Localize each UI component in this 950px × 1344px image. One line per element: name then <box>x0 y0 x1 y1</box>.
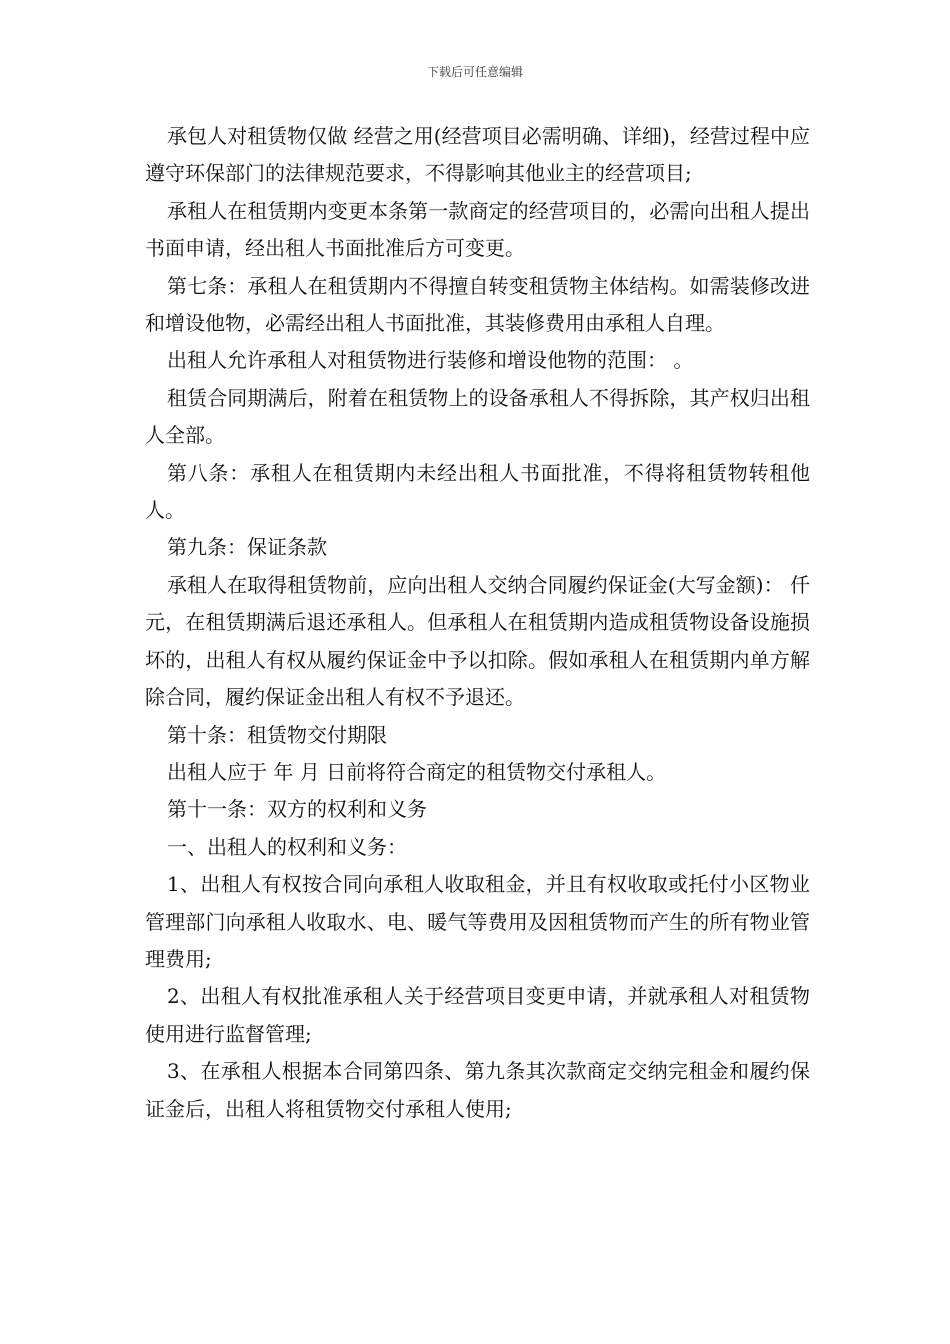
paragraph-lessor-right-2: 2、出租人有权批准承租人关于经营项目变更申请，并就承租人对租赁物使用进行监督管理; <box>145 984 810 1046</box>
paragraph-expiry-fixtures: 租赁合同期满后，附着在租赁物上的设备承租人不得拆除，其产权归出租人全部。 <box>145 385 810 448</box>
paragraph-change-business: 承租人在租赁期内变更本条第一款商定的经营项目的，必需向出租人提出书面申请，经出租人书面批准后方可变更。 <box>145 198 810 261</box>
paragraph-deposit: 承租人在取得租赁物前，应向出租人交纳合同履约保证金(大写金额)： 仟元，在租赁期满后退还承租人。但承租人在租赁期内造成租赁物设备设施损坏的，出租人有权从履约保证金中予以扣除。假如承租人在租赁期内单方解除合同，履约保证金出租人有权不予退还。 <box>145 572 810 710</box>
paragraph-business-use: 承包人对租赁物仅做 经营之用(经营项目必需明确、详细)，经营过程中应遵守环保部门的法律规范要求，不得影响其他业主的经营项目; <box>145 124 810 186</box>
paragraph-lessor-rights-title: 一、出租人的权利和义务： <box>167 834 407 859</box>
paragraph-article-8: 第八条：承租人在租赁期内未经出租人书面批准，不得将租赁物转租他人。 <box>145 460 810 523</box>
paragraph-lessor-right-1: 1、出租人有权按合同向承租人收取租金，并且有权收取或托付小区物业管理部门向承租人收取水、电、暖气等费用及因租赁物而产生的所有物业管理费用; <box>145 872 810 971</box>
paragraph-lessor-right-3: 3、在承租人根据本合同第四条、第九条其次款商定交纳完租金和履约保证金后，出租人将租赁物交付承租人使用; <box>145 1059 810 1121</box>
paragraph-article-7: 第七条：承租人在租赁期内不得擅自转变租赁物主体结构。如需装修改进和增设他物，必需经出租人书面批准，其装修费用由承租人自理。 <box>145 273 810 336</box>
paragraph-article-9-title: 第九条：保证条款 <box>167 535 327 560</box>
paragraph-renovation-scope: 出租人允许承租人对租赁物进行装修和增设他物的范围： 。 <box>167 348 694 373</box>
paragraph-article-10-title: 第十条：租赁物交付期限 <box>167 722 387 747</box>
paragraph-delivery-date: 出租人应于 年 月 日前将符合商定的租赁物交付承租人。 <box>167 759 667 784</box>
page-header: 下载后可任意编辑 <box>426 65 523 79</box>
document-body <box>145 118 810 1128</box>
paragraph-article-11-title: 第十一条：双方的权利和义务 <box>167 797 427 822</box>
